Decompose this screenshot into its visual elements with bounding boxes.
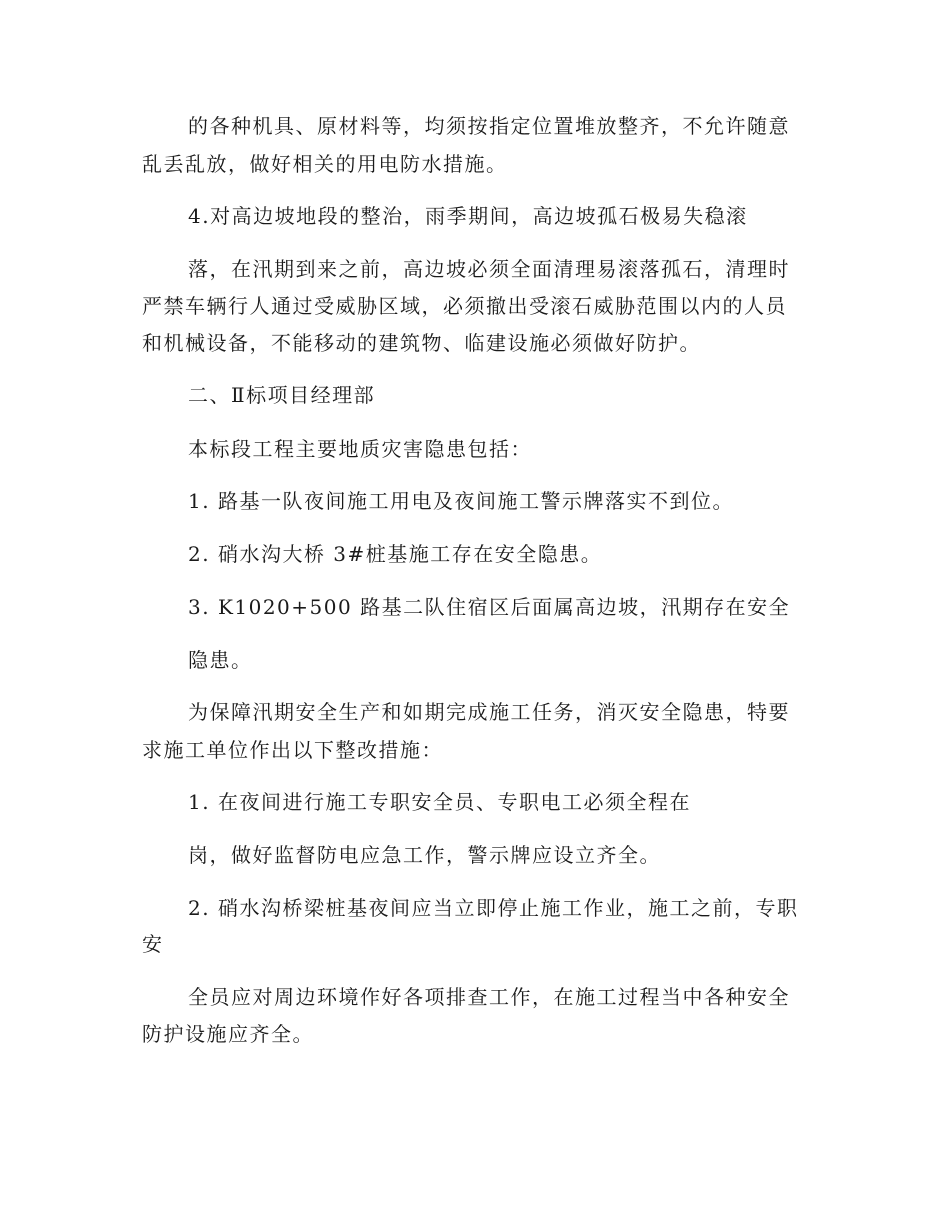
text-line: 岗，做好监督防电应急工作，警示牌应设立齐全。 xyxy=(188,843,661,867)
text-line: 安 xyxy=(142,932,164,956)
text-line: 落，在汛期到来之前，高边坡必须全面清理易滚落孤石，清理时 xyxy=(188,257,790,281)
text-line: 严禁车辆行人通过受威胁区域，必须撤出受滚石威胁范围以内的人员 xyxy=(142,294,787,318)
text-line: 隐患。 xyxy=(188,648,253,672)
list-item: 1. 在夜间进行施工专职安全员、专职电工必须全程在 xyxy=(188,790,691,814)
text-line: 和机械设备，不能移动的建筑物、临建设施必须做好防护。 xyxy=(142,331,701,355)
list-item: 2. 硝水沟大桥 3#桩基施工存在安全隐患。 xyxy=(188,542,603,566)
text-line: 4.对高边坡地段的整治，雨季期间，高边坡孤石极易失稳滚 xyxy=(188,204,748,228)
text-line: 的各种机具、原材料等，均须按指定位置堆放整齐，不允许随意 xyxy=(188,114,790,138)
section-heading: 二、Ⅱ标项目经理部 xyxy=(188,383,376,407)
text-line: 求施工单位作出以下整改措施： xyxy=(142,738,443,762)
list-item: 2. 硝水沟桥梁桩基夜间应当立即停止施工作业，施工之前，专职 xyxy=(188,896,799,920)
list-item: 1. 路基一队夜间施工用电及夜间施工警示牌落实不到位。 xyxy=(188,489,734,513)
text-line: 全员应对周边环境作好各项排查工作，在施工过程当中各种安全 xyxy=(188,985,790,1009)
list-item: 3. K1020+500 路基二队住宿区后面属高边坡，汛期存在安全 xyxy=(188,595,791,619)
text-line: 为保障汛期安全生产和如期完成施工任务，消灭安全隐患，特要 xyxy=(188,700,790,724)
text-line: 本标段工程主要地质灾害隐患包括： xyxy=(188,437,532,461)
text-line: 乱丢乱放，做好相关的用电防水措施。 xyxy=(142,152,508,176)
text-line: 防护设施应齐全。 xyxy=(142,1022,314,1046)
